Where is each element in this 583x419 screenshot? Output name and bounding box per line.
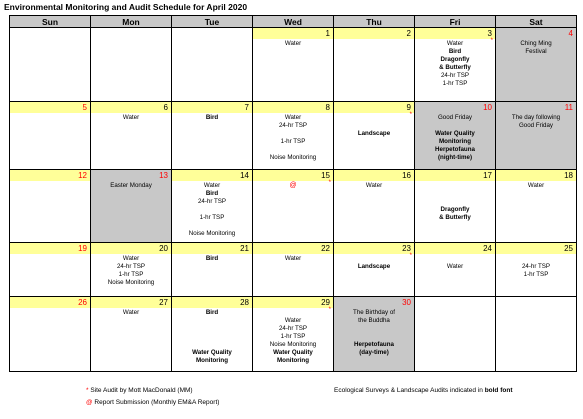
activity-line: Ching Ming — [520, 40, 552, 47]
day-activities — [496, 113, 576, 130]
day-activities — [415, 297, 495, 298]
day-cell — [496, 28, 577, 102]
day-cell — [172, 243, 253, 297]
ecology-legend-bold: bold font — [484, 387, 513, 394]
day-cell-content — [415, 297, 495, 371]
activity-line: Noise Monitoring — [188, 230, 236, 237]
day-number: 28 — [172, 297, 252, 308]
spacer — [336, 122, 412, 130]
spacer — [336, 255, 412, 263]
activity-line: Easter Monday — [110, 182, 152, 189]
activity-line: Bird — [205, 114, 219, 121]
audit-symbol: * — [86, 387, 89, 394]
week-row — [10, 297, 577, 372]
day-activities — [415, 254, 495, 271]
day-cell — [334, 28, 415, 102]
activity-line: 24-hr TSP — [116, 263, 146, 270]
day-activities — [334, 254, 414, 271]
day-cell-content — [253, 297, 333, 371]
activity-line: Bird — [205, 190, 219, 197]
day-cell — [496, 170, 577, 243]
day-cell-content — [415, 243, 495, 296]
spacer — [417, 122, 493, 130]
day-cell-content — [253, 170, 333, 242]
legend-ecology — [334, 387, 512, 394]
activity-line: Water — [284, 255, 302, 262]
spacer — [417, 190, 493, 198]
day-cell — [415, 102, 496, 170]
day-number: 16 — [334, 170, 414, 181]
day-activities — [172, 308, 252, 365]
day-cell — [10, 243, 91, 297]
activity-line: Water — [446, 40, 464, 47]
day-cell-content — [253, 28, 333, 101]
day-cell — [91, 243, 172, 297]
activity-line: The Birthday of — [353, 309, 395, 316]
day-cell — [415, 243, 496, 297]
activity-line: Good Friday — [437, 114, 473, 121]
activity-line: (day-time) — [359, 349, 389, 356]
day-cell-content — [415, 28, 495, 101]
report-submission-marker: @ — [289, 182, 297, 189]
day-cell-content — [496, 243, 576, 296]
day-activities — [496, 181, 576, 190]
day-cell-content — [496, 28, 576, 101]
day-activities — [415, 39, 495, 88]
site-audit-marker: * — [409, 112, 412, 118]
day-activities — [172, 113, 252, 122]
activity-line: Landscape — [357, 263, 391, 270]
activity-line: Herpetofauna — [435, 146, 475, 153]
day-number: 3 — [415, 28, 495, 39]
spacer — [255, 309, 331, 317]
day-cell-content — [10, 102, 90, 169]
activity-line: The day following — [511, 114, 561, 121]
spacer — [174, 222, 250, 230]
activity-line: Water — [122, 114, 140, 121]
day-cell — [334, 170, 415, 243]
day-cell — [496, 243, 577, 297]
day-cell-content — [253, 243, 333, 296]
day-cell — [496, 102, 577, 170]
empty-day-cell — [172, 28, 253, 102]
activity-line: Water — [284, 40, 302, 47]
spacer — [174, 333, 250, 341]
activity-line: Bird — [205, 255, 219, 262]
day-cell — [91, 297, 172, 372]
day-activities — [253, 308, 333, 365]
day-number: 30 — [402, 298, 411, 307]
day-number: 7 — [172, 102, 252, 113]
day-number: 14 — [172, 170, 252, 181]
empty-day-cell — [10, 28, 91, 102]
submission-legend-text: Report Submission (Monthly EM&A Report) — [94, 399, 220, 406]
activity-line: 24-hr TSP — [278, 122, 308, 129]
activity-line: 1-hr TSP — [523, 271, 549, 278]
day-cell — [172, 170, 253, 243]
spacer — [174, 206, 250, 214]
spacer — [417, 198, 493, 206]
day-number: 26 — [10, 297, 90, 308]
day-number: 4 — [568, 29, 573, 38]
day-activities — [496, 297, 576, 298]
activity-line: Monitoring — [439, 138, 471, 145]
weekday-header-row — [10, 16, 577, 28]
activity-line: 24-hr TSP — [278, 325, 308, 332]
site-audit-marker: * — [409, 253, 412, 259]
activity-line: Water — [122, 255, 140, 262]
day-cell — [334, 243, 415, 297]
day-cell-content — [91, 102, 171, 169]
day-activities — [253, 254, 333, 263]
activity-line: Good Friday — [518, 122, 554, 129]
day-cell-content — [415, 170, 495, 242]
spacer — [336, 325, 412, 333]
spacer — [174, 325, 250, 333]
activity-line: Water — [203, 182, 221, 189]
day-cell — [10, 102, 91, 170]
activity-line: Water Quality — [273, 349, 313, 356]
day-activities — [334, 308, 414, 357]
activity-line: Bird — [205, 309, 219, 316]
weekday-wed: Wed — [253, 16, 334, 28]
day-activities — [10, 113, 90, 114]
calendar-title: Environmental Monitoring and Audit Schedule for April 2020 — [4, 2, 248, 12]
day-activities — [253, 39, 333, 48]
day-cell-content — [91, 297, 171, 371]
day-cell-content — [334, 243, 414, 296]
day-number: 18 — [496, 170, 576, 181]
activity-line: Water — [446, 263, 464, 270]
ecology-legend-text: Ecological Surveys & Landscape Audits indicated in — [334, 387, 483, 394]
day-cell — [10, 297, 91, 372]
day-cell-content — [10, 170, 90, 242]
day-cell-content — [334, 28, 414, 101]
weekday-mon: Mon — [91, 16, 172, 28]
activity-line: the Buddha — [358, 317, 390, 324]
activity-line: Water — [284, 317, 302, 324]
legend-audit — [86, 387, 193, 394]
day-activities — [10, 308, 90, 309]
activity-line: & Butterfly — [439, 214, 471, 221]
week-row — [10, 170, 577, 243]
activity-line: Dragonfly — [440, 56, 470, 63]
activity-line: Landscape — [357, 130, 391, 137]
day-cell-content — [334, 102, 414, 169]
activity-line: Water — [365, 182, 383, 189]
day-number: 23 — [334, 243, 414, 254]
day-number: 19 — [10, 243, 90, 254]
weekday-sun: Sun — [10, 16, 91, 28]
day-cell — [334, 102, 415, 170]
day-activities — [496, 254, 576, 279]
day-number: 9 — [334, 102, 414, 113]
day-number: 8 — [253, 102, 333, 113]
day-cell — [253, 170, 334, 243]
day-activities — [334, 181, 414, 190]
activity-line: 1-hr TSP — [442, 80, 468, 87]
day-number: 17 — [415, 170, 495, 181]
day-cell-content — [253, 102, 333, 169]
audit-legend-text: Site Audit by Mott MacDonald (MM) — [90, 387, 193, 394]
day-cell — [253, 297, 334, 372]
empty-day-cell — [415, 297, 496, 372]
day-activities — [334, 113, 414, 138]
day-number: 22 — [253, 243, 333, 254]
spacer — [417, 182, 493, 190]
activity-line: (night-time) — [437, 154, 473, 161]
day-cell-content — [172, 170, 252, 242]
weekday-tue: Tue — [172, 16, 253, 28]
site-audit-marker: * — [328, 307, 331, 313]
day-cell — [172, 102, 253, 170]
day-activities — [253, 113, 333, 162]
spacer — [255, 146, 331, 154]
weekday-sat: Sat — [496, 16, 577, 28]
day-activities — [10, 181, 90, 182]
activity-line: Bird — [448, 48, 462, 55]
day-cell-content — [10, 297, 90, 371]
activity-line: Monitoring — [277, 357, 309, 364]
day-number: 1 — [253, 28, 333, 39]
day-activities — [10, 254, 90, 255]
day-activities — [172, 28, 252, 29]
activity-line: Water Quality — [192, 349, 232, 356]
day-activities — [253, 181, 333, 190]
activity-line: Water — [122, 309, 140, 316]
day-cell — [253, 28, 334, 102]
activity-line: Monitoring — [196, 357, 228, 364]
empty-day-cell — [91, 28, 172, 102]
day-activities — [172, 181, 252, 238]
day-cell-content — [172, 102, 252, 169]
activity-line: Noise Monitoring — [107, 279, 155, 286]
spacer — [417, 255, 493, 263]
activity-line: Water — [284, 114, 302, 121]
day-activities — [91, 28, 171, 29]
day-activities — [172, 254, 252, 263]
activity-line: Dragonfly — [440, 206, 470, 213]
day-cell — [172, 297, 253, 372]
day-cell-content — [334, 297, 414, 371]
day-cell-content — [334, 170, 414, 242]
day-activities — [10, 28, 90, 29]
day-number: 15 — [253, 170, 333, 181]
day-cell-content — [91, 243, 171, 296]
spacer — [336, 333, 412, 341]
monthly-calendar — [9, 15, 577, 372]
day-activities — [91, 254, 171, 287]
day-cell-content — [10, 28, 90, 101]
day-number: 27 — [91, 297, 171, 308]
day-number: 10 — [483, 103, 492, 112]
activity-line: 24-hr TSP — [197, 198, 227, 205]
activity-line: Herpetofauna — [354, 341, 394, 348]
legend-submission — [86, 399, 219, 406]
weekday-thu: Thu — [334, 16, 415, 28]
day-activities — [91, 113, 171, 122]
activity-line: 1-hr TSP — [199, 214, 225, 221]
activity-line: Festival — [525, 48, 547, 55]
activity-line: 1-hr TSP — [280, 333, 306, 340]
day-number: 20 — [91, 243, 171, 254]
spacer — [498, 255, 574, 263]
spacer — [174, 341, 250, 349]
day-cell-content — [172, 243, 252, 296]
day-cell — [415, 170, 496, 243]
calendar-body — [10, 28, 577, 372]
day-cell — [253, 102, 334, 170]
spacer — [174, 317, 250, 325]
day-activities — [415, 113, 495, 162]
activity-line: 1-hr TSP — [280, 138, 306, 145]
activity-line: Noise Monitoring — [269, 154, 317, 161]
day-activities — [496, 39, 576, 56]
week-row — [10, 243, 577, 297]
day-number: 29 — [253, 297, 333, 308]
day-number: 25 — [496, 243, 576, 254]
day-cell — [415, 28, 496, 102]
activity-line: Water Quality — [435, 130, 475, 137]
day-activities — [91, 181, 171, 190]
day-cell-content — [91, 170, 171, 242]
week-row — [10, 102, 577, 170]
day-cell — [91, 170, 172, 243]
spacer — [255, 130, 331, 138]
day-cell — [253, 243, 334, 297]
activity-line: 1-hr TSP — [118, 271, 144, 278]
activity-line: 24-hr TSP — [521, 263, 551, 270]
day-number: 2 — [334, 28, 414, 39]
day-number: 24 — [415, 243, 495, 254]
day-cell-content — [91, 28, 171, 101]
day-activities — [415, 181, 495, 222]
day-cell-content — [496, 297, 576, 371]
site-audit-marker: * — [490, 38, 493, 44]
day-number: 13 — [159, 171, 168, 180]
activity-line: Noise Monitoring — [269, 341, 317, 348]
empty-day-cell — [496, 297, 577, 372]
day-number: 5 — [10, 102, 90, 113]
site-audit-marker: * — [328, 180, 331, 186]
day-cell-content — [415, 102, 495, 169]
day-cell-content — [172, 297, 252, 371]
day-cell — [10, 170, 91, 243]
week-row — [10, 28, 577, 102]
spacer — [336, 114, 412, 122]
day-number: 21 — [172, 243, 252, 254]
day-cell-content — [496, 102, 576, 169]
day-cell-content — [496, 170, 576, 242]
day-number: 11 — [564, 103, 573, 112]
day-activities — [334, 39, 414, 40]
activity-line: 24-hr TSP — [440, 72, 470, 79]
day-cell — [91, 102, 172, 170]
day-cell-content — [172, 28, 252, 101]
activity-line: Water — [527, 182, 545, 189]
day-activities — [91, 308, 171, 317]
day-cell-content — [10, 243, 90, 296]
submission-symbol: @ — [86, 399, 93, 406]
weekday-fri: Fri — [415, 16, 496, 28]
day-number: 12 — [10, 170, 90, 181]
activity-line: & Butterfly — [439, 64, 471, 71]
day-number: 6 — [91, 102, 171, 113]
day-cell — [334, 297, 415, 372]
